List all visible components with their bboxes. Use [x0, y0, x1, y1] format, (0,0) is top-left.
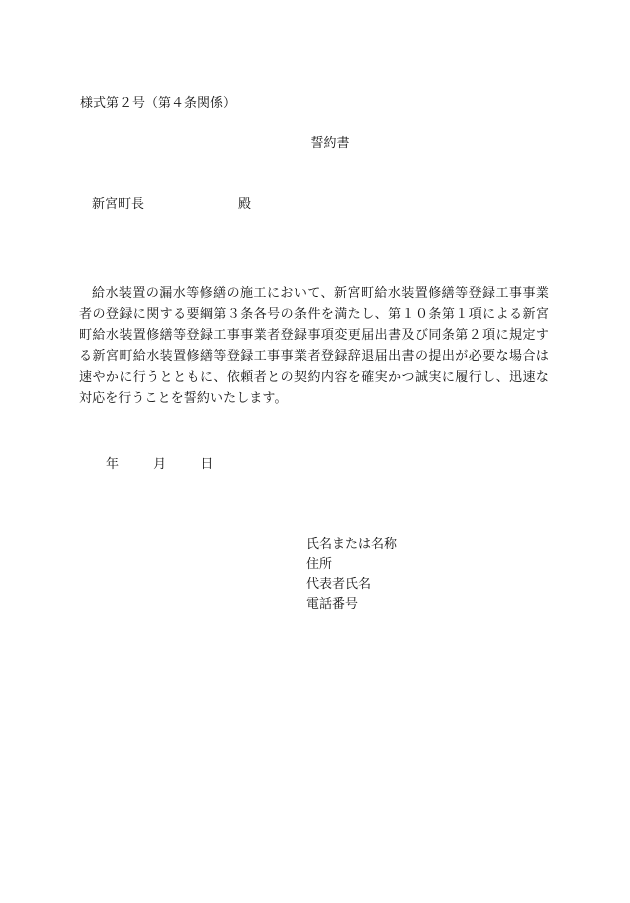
date-day-label: 日: [200, 457, 214, 472]
signer-address-label: 住所: [306, 557, 333, 572]
date-year-label: 年: [106, 457, 120, 472]
date-line: [106, 456, 213, 474]
form-number: 様式第２号（第４条関係）: [80, 96, 237, 111]
signer-representative-label: 代表者氏名: [306, 577, 372, 592]
addressee-honorific: 殿: [238, 197, 252, 212]
document-title: 誓約書: [310, 136, 350, 151]
date-month-label: 月: [153, 457, 167, 472]
addressee-name: 新宮町長: [92, 197, 145, 212]
signer-phone-label: 電話番号: [306, 597, 359, 612]
signer-block: [306, 535, 397, 615]
pledge-body: 給水装置の漏水等修繕の施工において、新宮町給水装置修繕等登録工事事業者の登録に関する要綱第３条各号の条件を満たし、第１０条第１項による新宮町給水装置修繕等登録工事事業者登録事項変更届出書及び同条第２項に規定する新宮町給水装置修繕等登録工事事業者登録辞退届出書の提出が必要な場合は速やかに行うとともに、依頼者との契約内容を確実かつ誠実に履行し、迅速な対応を行うことを誓約いたします。: [79, 286, 549, 406]
signer-name-label: 氏名または名称: [306, 537, 398, 552]
addressee: [92, 196, 252, 214]
